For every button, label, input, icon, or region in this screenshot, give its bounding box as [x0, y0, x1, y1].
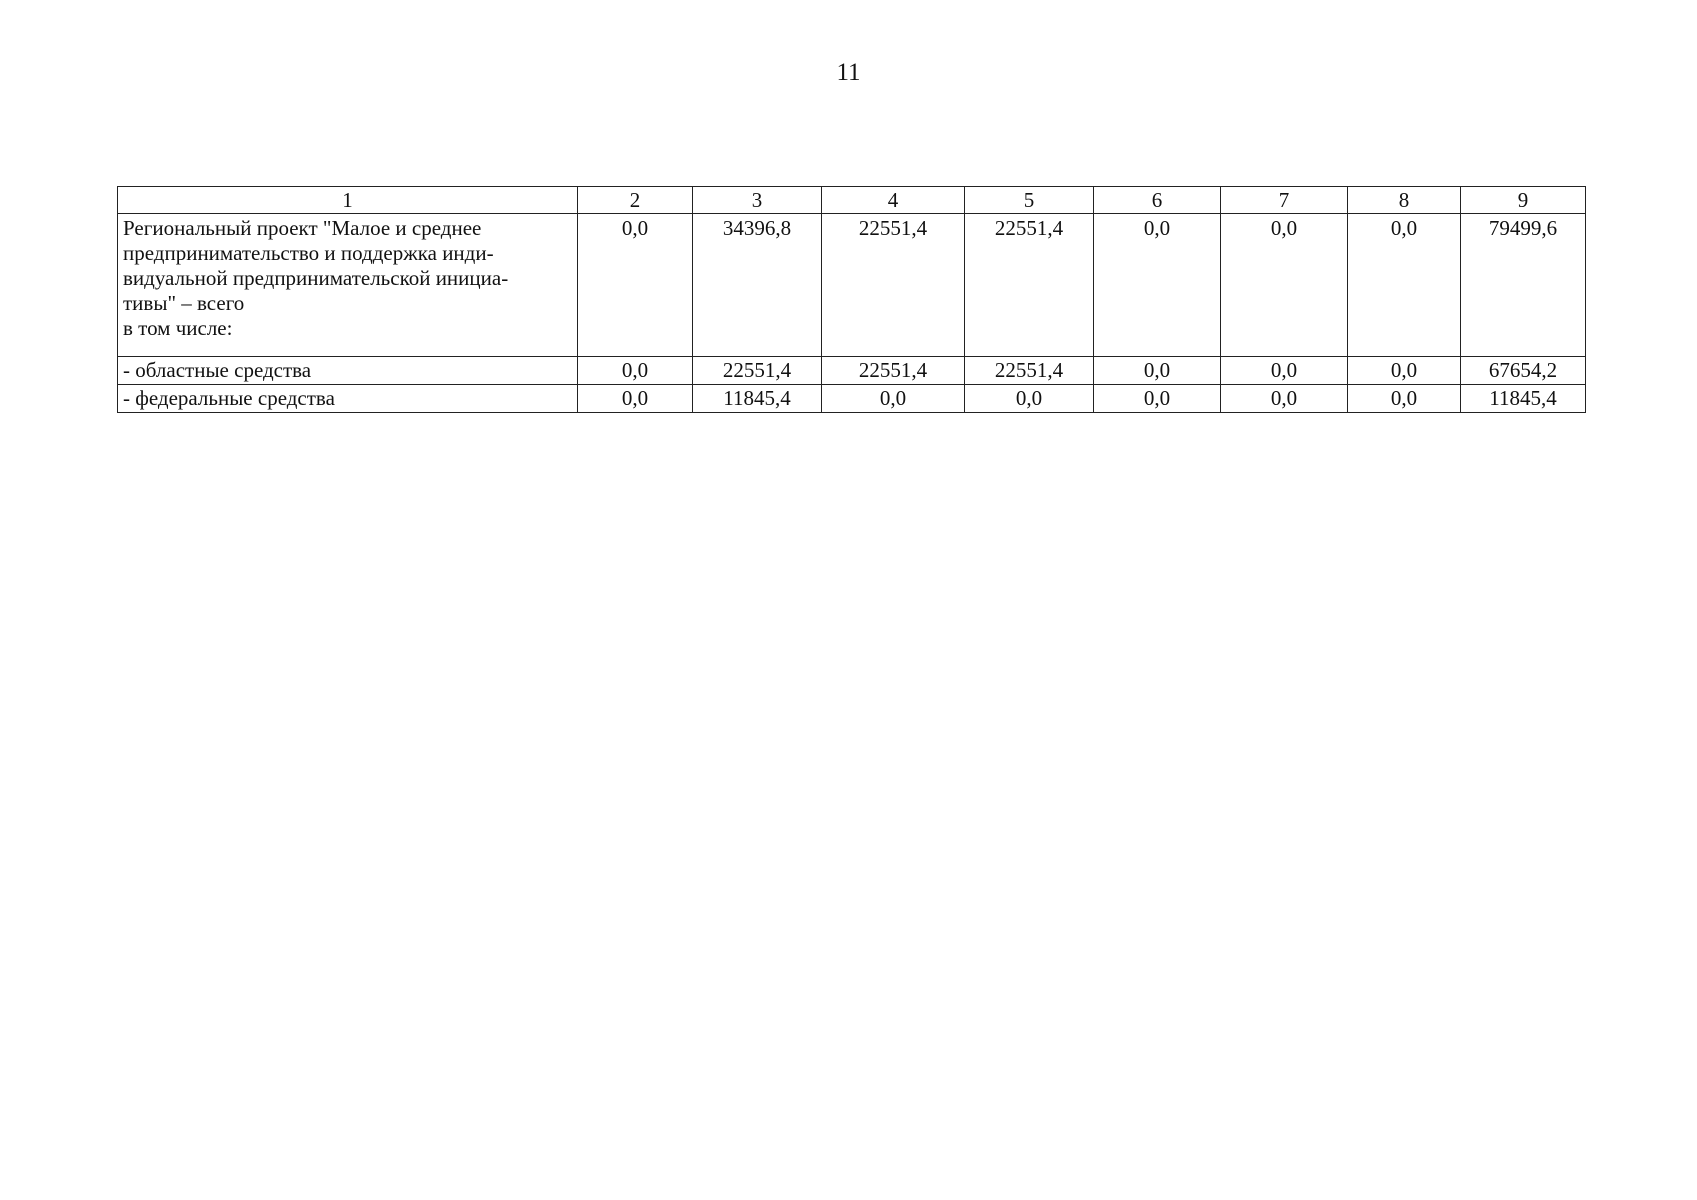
column-number: 7	[1221, 187, 1348, 214]
table-header-row	[118, 187, 1586, 214]
page-number: 11	[836, 59, 861, 86]
value-cell: 0,0	[1221, 385, 1348, 413]
row-name-line: Региональный проект "Малое и среднее	[123, 216, 482, 240]
value-cell: 22551,4	[693, 357, 822, 385]
row-name-cell	[118, 214, 578, 357]
value-cell: 0,0	[578, 357, 693, 385]
value-cell: 11845,4	[693, 385, 822, 413]
column-number: 5	[965, 187, 1094, 214]
table-row-project-total	[118, 214, 1586, 357]
budget-table	[117, 186, 1586, 413]
column-number: 1	[118, 187, 578, 214]
value-cell: 0,0	[1094, 385, 1221, 413]
value-cell: 22551,4	[965, 214, 1094, 357]
value-cell: 79499,6	[1461, 214, 1586, 357]
value-cell: 0,0	[965, 385, 1094, 413]
value-cell: 0,0	[822, 385, 965, 413]
value-cell: 0,0	[1221, 214, 1348, 357]
value-cell: 0,0	[1094, 357, 1221, 385]
value-cell: 0,0	[1221, 357, 1348, 385]
row-name-line: в том числе:	[123, 316, 233, 340]
value-cell: 11845,4	[1461, 385, 1586, 413]
column-number: 6	[1094, 187, 1221, 214]
table-row-federal-funds	[118, 385, 1586, 413]
value-cell: 0,0	[1094, 214, 1221, 357]
column-number: 9	[1461, 187, 1586, 214]
value-cell: 0,0	[578, 214, 693, 357]
value-cell: 22551,4	[822, 214, 965, 357]
value-cell: 34396,8	[693, 214, 822, 357]
row-name-cell: - федеральные средства	[118, 385, 578, 413]
value-cell: 22551,4	[822, 357, 965, 385]
row-name-line: предпринимательство и поддержка инди-	[123, 241, 494, 265]
value-cell: 67654,2	[1461, 357, 1586, 385]
value-cell: 0,0	[578, 385, 693, 413]
value-cell: 0,0	[1348, 385, 1461, 413]
row-name-line: тивы" – всего	[123, 291, 245, 315]
column-number: 3	[693, 187, 822, 214]
row-name-cell: - областные средства	[118, 357, 578, 385]
table-row-regional-funds	[118, 357, 1586, 385]
column-number: 4	[822, 187, 965, 214]
column-number: 2	[578, 187, 693, 214]
value-cell: 0,0	[1348, 214, 1461, 357]
value-cell: 0,0	[1348, 357, 1461, 385]
row-name-line: видуальной предпринимательской инициа-	[123, 266, 509, 290]
column-number: 8	[1348, 187, 1461, 214]
value-cell: 22551,4	[965, 357, 1094, 385]
